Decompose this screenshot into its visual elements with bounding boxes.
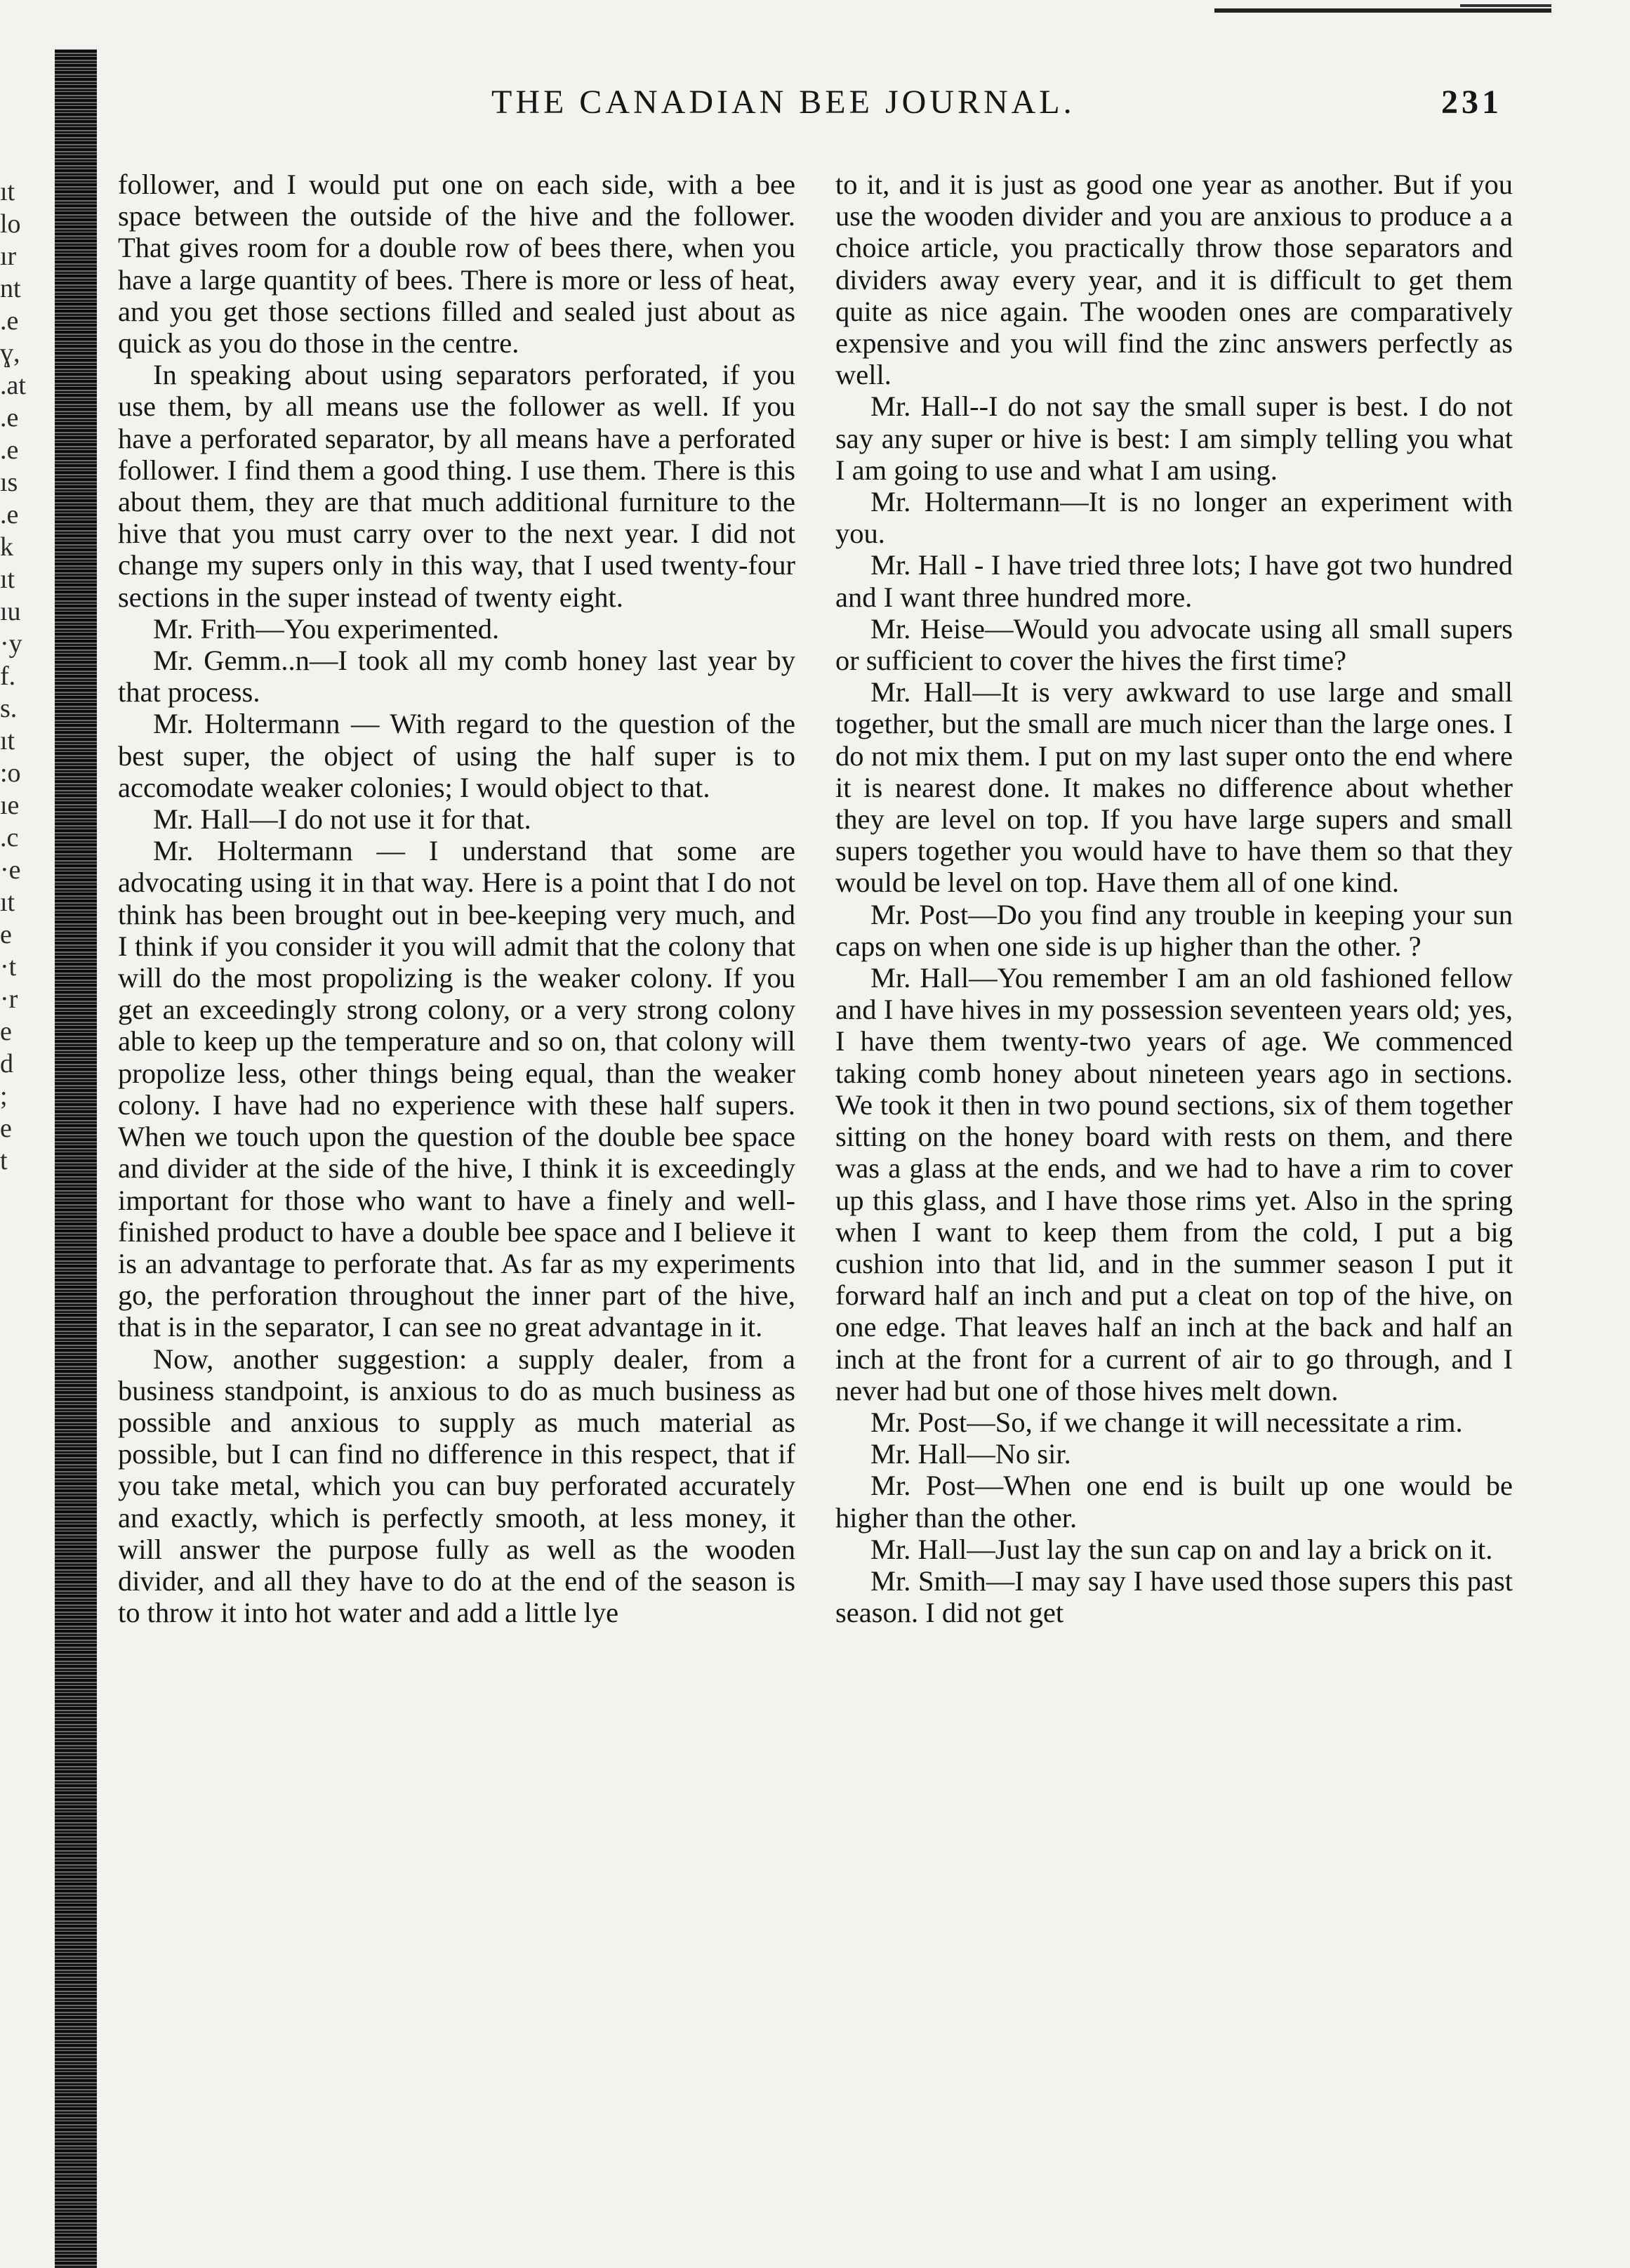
margin-fragment: ·t bbox=[0, 952, 17, 982]
margin-fragment: e bbox=[0, 1114, 12, 1143]
paragraph: to it, and it is just as good one year as another. But if you use the wooden divider and you are anxious to produce a a choice article, you practically throw those separators and dividers away every year, and it is difficult to get them quite as nice again. The wooden ones are comparatively expensive and you will find the zinc answers perfectly as well. bbox=[835, 169, 1513, 391]
paragraph: Mr. Post—When one end is built up one would be higher than the other. bbox=[835, 1470, 1513, 1534]
running-header bbox=[421, 83, 1516, 132]
margin-fragment: ıu bbox=[0, 597, 21, 626]
right-column bbox=[835, 169, 1513, 1628]
binding-edge bbox=[55, 49, 97, 2268]
margin-fragment: e bbox=[0, 1017, 12, 1046]
paragraph: Mr. Holtermann — I understand that some are advocating using it in that way. Here is a point that I do not think has been brought out in bee-keeping very much, and I think if you consider it you will admit that the colony that will do the most propolizing is the weaker colony. If you get an exceedingly strong colony, or a very strong colony able to keep up the temperature and so on, that colony will propolize less, other things being equal, than the weaker colony. I have had no experience with these half supers. When we touch upon the question of the double bee space and divider at the side of the hive, I think it is exceedingly important for those who want to have a finely and well-finished product to have a double bee space and I believe it is an advantage to perforate that. As far as my experiments go, the perforation throughout the inner part of the hive, that is in the separator, I can see no great advantage in it. bbox=[118, 835, 795, 1343]
paragraph: Mr. Frith—You experimented. bbox=[153, 612, 500, 645]
margin-fragment: ıt bbox=[0, 726, 15, 756]
paragraph: Mr. Hall - I have tried three lots; I have got two hundred and I want three hundred more. bbox=[835, 549, 1513, 613]
paragraph: Mr. Holtermann—It is no longer an experiment with you. bbox=[835, 486, 1513, 550]
margin-fragment: .c bbox=[0, 823, 19, 852]
margin-fragment: d bbox=[0, 1049, 13, 1079]
paragraph: Mr. Holtermann — With regard to the question of the best super, the object of using the half super is to accomodate weaker colonies; I would object to that. bbox=[118, 708, 795, 803]
margin-fragment: :o bbox=[0, 758, 21, 788]
margin-fragment: .e bbox=[0, 306, 19, 336]
paragraph: Mr. Hall—You remember I am an old fashioned fellow and I have hives in my possession seventeen years old; yes, I have them twenty-two years of age. We commenced taking comb honey about nineteen years ago in sections. We took it then in two pound sections, six of them together sitting on the honey board with rests on them, and there was a glass at the ends, and we had to have a rim to cover up this glass, and I have those rims yet. Also in the spring when I want to keep them from the cold, I put a big cushion into that lid, and in the summer season I put it forward half an inch and put a cleat on top of the hive, on one edge. That leaves half an inch at the back and half an inch at the front for a current of air to go through, and I never had but one of those hives melt down. bbox=[835, 962, 1513, 1406]
margin-fragment: e bbox=[0, 920, 12, 949]
margin-fragment: f. bbox=[0, 661, 16, 691]
margin-fragment: ɣ, bbox=[0, 338, 20, 368]
margin-fragment: .at bbox=[0, 371, 26, 400]
margin-fragment: lo bbox=[0, 209, 21, 239]
left-column bbox=[118, 169, 795, 1628]
paragraph: Mr. Gemm..n—I took all my comb honey last year by that process. bbox=[118, 645, 795, 708]
margin-fragment: t bbox=[0, 1146, 8, 1175]
top-rule-short bbox=[1460, 4, 1551, 7]
margin-fragment: .e bbox=[0, 403, 19, 433]
paragraph: Mr. Hall—Just lay the sun cap on and lay a brick on it. bbox=[870, 1533, 1493, 1565]
paragraph: Mr. Hall--I do not say the small super is best. I do not say any super or hive is best: I am simply telling you what I am going to use and what I am using. bbox=[835, 390, 1513, 486]
page-number: 231 bbox=[1441, 84, 1502, 121]
margin-fragment: .e bbox=[0, 500, 19, 529]
paragraph: Mr. Post—So, if we change it will necessitate a rim. bbox=[870, 1406, 1463, 1438]
top-rule bbox=[1214, 8, 1551, 13]
margin-fragment: .e bbox=[0, 435, 19, 465]
paragraph: follower, and I would put one on each side, with a bee space between the outside of the hive and the follower. That gives room for a double row of bees there, when you have a large quantity of bees. There is more or less of heat, and you get those sections filled and sealed just about as quick as you do those in the centre. bbox=[118, 169, 795, 360]
paragraph: Mr. Hall—I do not use it for that. bbox=[153, 803, 531, 836]
margin-fragment: ır bbox=[0, 242, 17, 271]
margin-fragment: ·e bbox=[0, 855, 21, 885]
journal-title: THE CANADIAN BEE JOURNAL. bbox=[491, 84, 1075, 121]
paragraph: Mr. Hall—No sir. bbox=[870, 1438, 1071, 1470]
paragraph: Mr. Heise—Would you advocate using all small supers or sufficient to cover the hives the first time? bbox=[835, 612, 1513, 677]
margin-fragment: ; bbox=[0, 1081, 8, 1111]
margin-fragment: ıt bbox=[0, 888, 15, 917]
paragraph: In speaking about using separators perforated, if you use them, by all means use the follower as well. If you have a perforated separator, by all means have a perforated follower. I find them a good thing. I use them. There is this about them, they are that much additional furniture to the hive that you must carry over to the next year. I did not change my supers only in this way, that I used twenty-four sections in the super instead of twenty eight. bbox=[118, 359, 795, 613]
margin-fragment: ıt bbox=[0, 565, 15, 594]
paragraph: Mr. Hall—It is very awkward to use large and small together, but the small are much nicer than the large ones. I do not mix them. I put on my last super onto the end where it is nearest done. It makes no difference about whether they are level on top. If you have large supers and small supers together you would have to have them so that they would be level on top. Have them all of one kind. bbox=[835, 676, 1513, 899]
margin-fragments bbox=[0, 176, 28, 1177]
margin-fragment: ·r bbox=[0, 984, 18, 1014]
paragraph: Mr. Smith—I may say I have used those supers this past season. I did not get bbox=[835, 1564, 1513, 1629]
margin-fragment: nt bbox=[0, 274, 21, 303]
paragraph: Mr. Post—Do you find any trouble in keeping your sun caps on when one side is up higher than the other. ? bbox=[835, 898, 1513, 962]
paragraph: Now, another suggestion: a supply dealer, from a business standpoint, is anxious to do as much business as possible and anxious to supply as much material as possible, but I can find no difference in this respect, that if you take metal, which you can buy perforated accurately and exactly, which is perfectly smooth, at less money, it will answer the purpose fully as well as the wooden divider, and all they have to do at the end of the season is to throw it into hot water and add a little lye bbox=[118, 1343, 795, 1629]
margin-fragment: ıs bbox=[0, 468, 18, 497]
margin-fragment: k bbox=[0, 532, 13, 562]
margin-fragment: ·y bbox=[0, 629, 22, 659]
margin-fragment: s. bbox=[0, 694, 18, 723]
margin-fragment: ıt bbox=[0, 177, 15, 206]
margin-fragment: ıe bbox=[0, 791, 20, 820]
